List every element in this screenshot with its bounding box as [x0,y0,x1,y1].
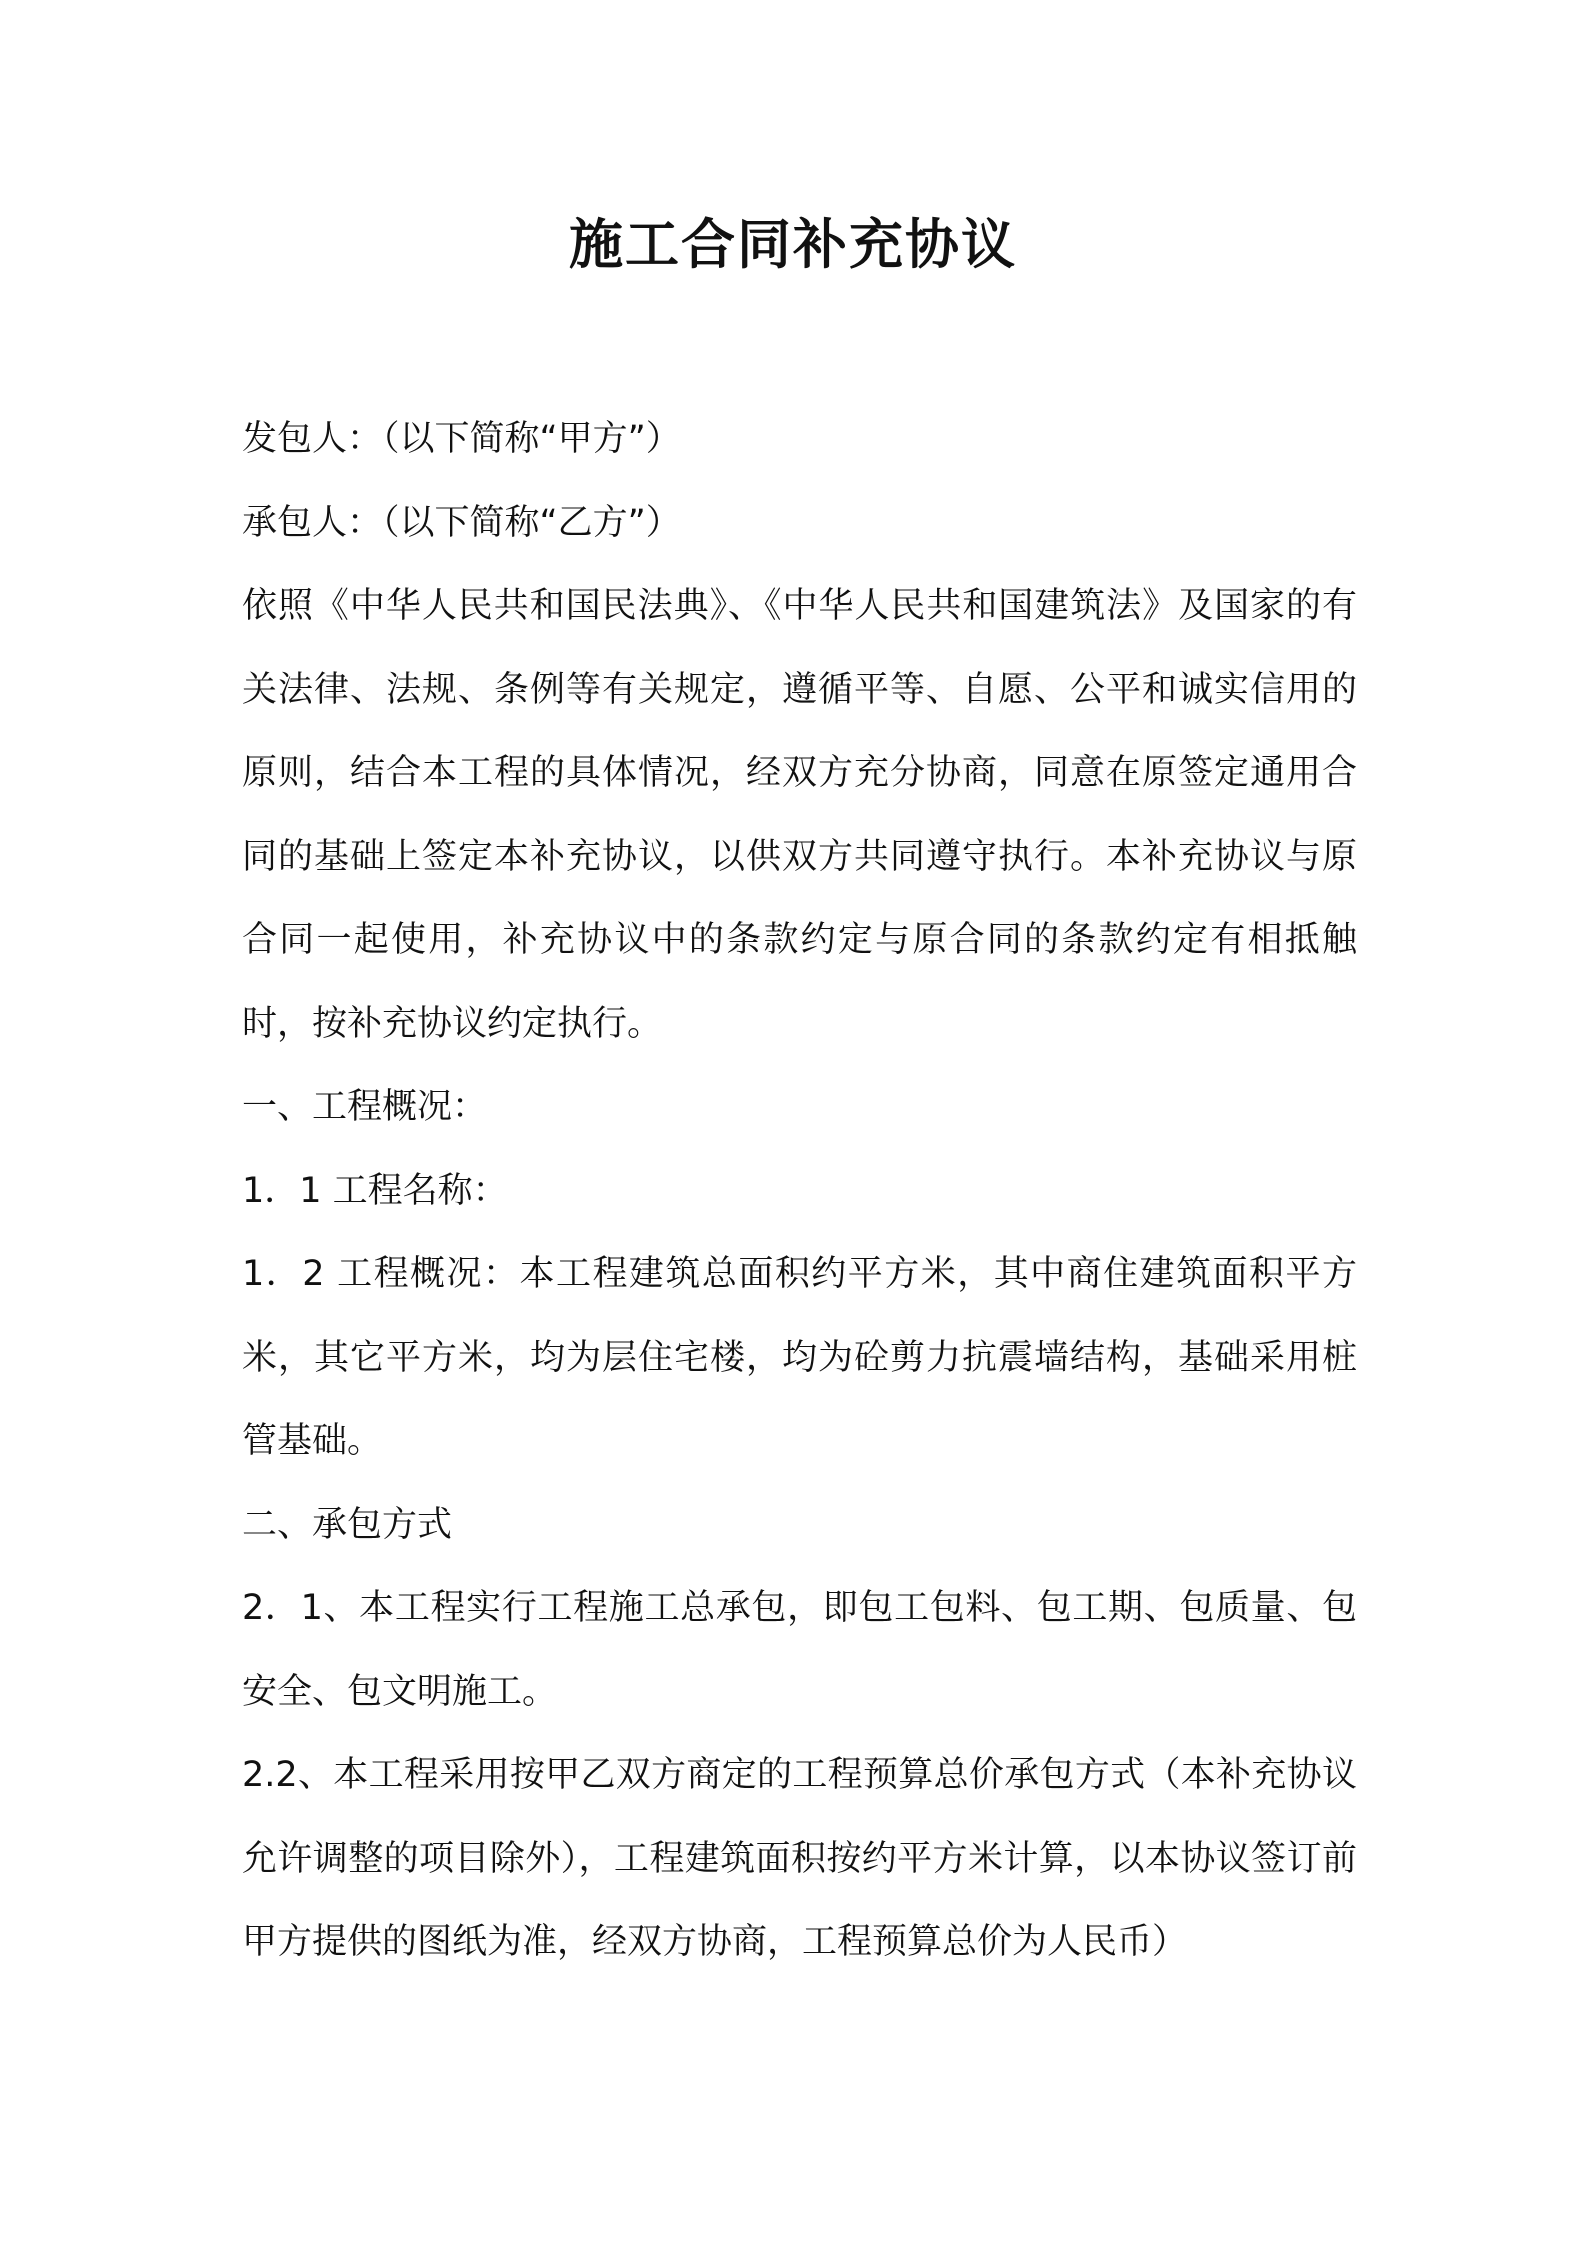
section-1-heading: 一、工程概况： [242,1087,488,1127]
clause-2-2: 2.2、本工程采用按甲乙双方商定的工程预算总价承包方式（本补充协议允许调整的项目除外），工程建筑面积按约平方米计算，以本协议签订前甲方提供的图纸为准，经双方协商，工程预算总价为人民币） [242,1755,1357,1962]
preamble-paragraph: 依照《中华人民共和国民法典》、《中华人民共和国建筑法》及国家的有关法律、法规、条例等有关规定，遵循平等、自愿、公平和诚实信用的原则，结合本工程的具体情况，经双方充分协商，同意在原签定通用合同的基础上签定本补充协议，以供双方共同遵守执行。本补充协议与原合同一起使用，补充协议中的条款约定与原合同的条款约定有相抵触时，按补充协议约定执行。 [242,586,1357,1044]
party-b-line: 承包人：（以下简称“乙方”） [242,502,681,543]
clause-2-1: 2．1、本工程实行工程施工总承包，即包工包料、包工期、包质量、包安全、包文明施工。 [242,1588,1357,1712]
document-body [242,398,1357,1985]
clause-1-1: 1．1 工程名称： [242,1170,508,1211]
document-title: 施工合同补充协议 [569,213,1017,276]
party-a-line: 发包人：（以下简称“甲方”） [242,419,681,459]
clause-1-2: 1．2 工程概况：本工程建筑总面积约平方米，其中商住建筑面积平方米，其它平方米，均为层住宅楼，均为砼剪力抗震墙结构，基础采用桩管基础。 [242,1254,1357,1461]
section-2-heading: 二、承包方式 [242,1504,453,1545]
